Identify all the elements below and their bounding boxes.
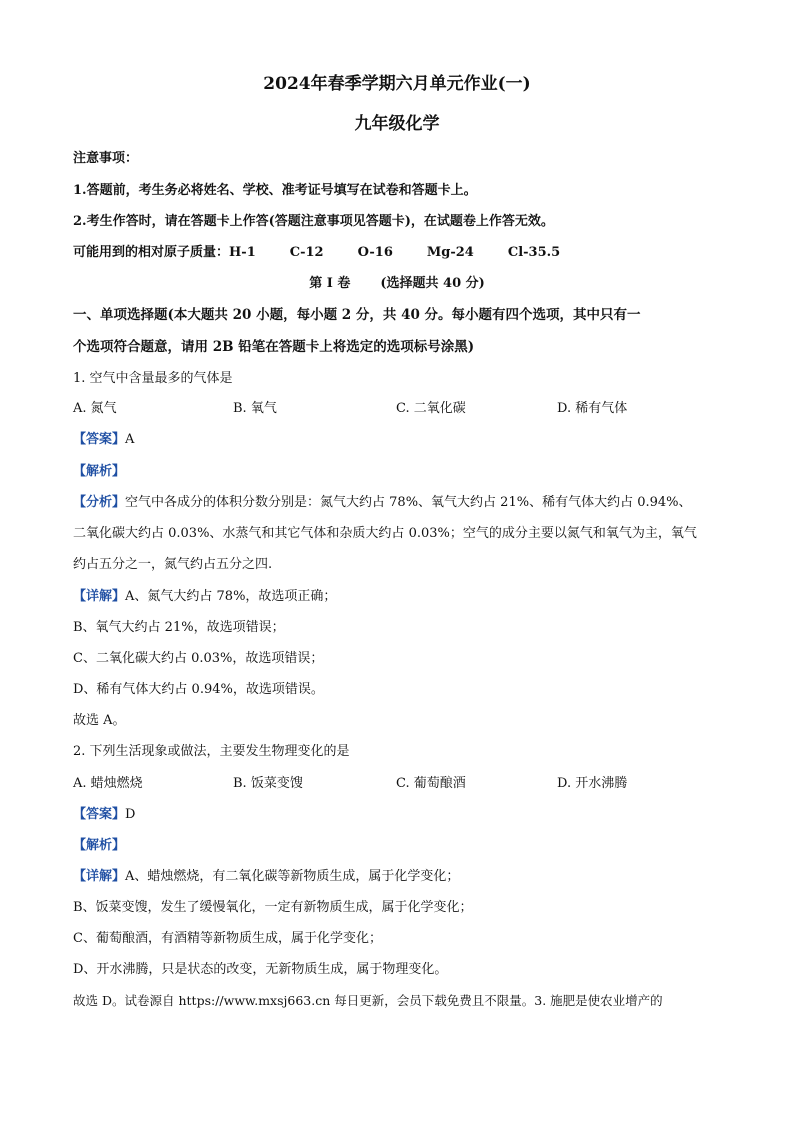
detail-text: A、蜡烛燃烧，有二氧化碳等新物质生成，属于化学变化；: [125, 869, 460, 884]
detail-text: C、二氧化碳大约占 0.03%，故选项错误；: [73, 651, 324, 666]
atomic-mass-item: Cl-35.5: [507, 245, 561, 260]
atomic-mass-item: H-1: [229, 245, 256, 260]
document-title: 2024年春季学期六月单元作业(一): [263, 74, 531, 94]
answer-value: D: [125, 807, 136, 822]
fenxi-tag: 【分析】: [73, 495, 126, 510]
atomic-mass-item: Mg-24: [426, 245, 474, 260]
fenxi-text: 二氧化碳大约占 0.03%、水蒸气和其它气体和杂质大约占 0.03%；空气的成分主要以氮气和氧气为主，氧气: [73, 526, 697, 541]
atomic-mass-item: O-16: [357, 245, 393, 260]
detail-text: D、开水沸腾，只是状态的改变，无新物质生成，属于物理变化。: [73, 962, 448, 977]
analysis-line: [73, 837, 733, 855]
detail-text: B、氧气大约占 21%，故选项错误；: [73, 620, 285, 635]
detail-text: B、饭菜变馊，发生了缓慢氧化，一定有新物质生成，属于化学变化；: [73, 900, 473, 915]
atomic-mass-row: [73, 244, 733, 262]
fenxi-text: 约占五分之一，氮气约占五分之四.: [73, 557, 273, 572]
detail-line: [73, 588, 733, 606]
analysis-tag: 【解析】: [73, 838, 126, 853]
notice-item: 1.答题前，考生务必将姓名、学校、准考证号填写在试卷和答题卡上。: [73, 183, 477, 198]
conclusion-text: 故选 A。: [73, 713, 126, 728]
fenxi-line: [73, 494, 733, 512]
analysis-tag: 【解析】: [73, 464, 126, 479]
option-c: C. 葡萄酿酒: [396, 776, 466, 791]
option-a: A. 氮气: [73, 401, 117, 416]
notice-heading: 注意事项：: [73, 151, 139, 166]
question-stem: 1. 空气中含量最多的气体是: [73, 371, 233, 386]
conclusion-text: 故选 D。试卷源自 https://www.mxsj663.cn 每日更新，会员下载免费且不限量。3. 施肥是使农业增产的: [73, 993, 663, 1008]
detail-line: [73, 868, 733, 886]
question-stem: 2. 下列生活现象或做法，主要发生物理变化的是: [73, 744, 350, 759]
answer-line: [73, 431, 733, 449]
answer-tag: 【答案】: [73, 807, 126, 822]
section-title: 第 I 卷: [309, 276, 351, 291]
answer-tag: 【答案】: [73, 432, 126, 447]
analysis-line: [73, 463, 733, 481]
atomic-mass-label: 可能用到的相对原子质量：: [73, 245, 230, 260]
answer-value: A: [125, 432, 135, 447]
option-a: A. 蜡烛燃烧: [73, 776, 143, 791]
part-instructions-line: 一、单项选择题(本大题共 20 小题，每小题 2 分，共 40 分。每小题有四个选项，其中只有一: [73, 307, 641, 323]
fenxi-text: 空气中各成分的体积分数分别是：氮气大约占 78%、氧气大约占 21%、稀有气体大约占 0.94%、: [125, 495, 692, 510]
notice-item: 2.考生作答时，请在答题卡上作答(答题注意事项见答题卡)，在试题卷上作答无效。: [73, 214, 554, 229]
answer-line: [73, 806, 733, 824]
detail-tag: 【详解】: [73, 589, 126, 604]
atomic-mass-item: C-12: [289, 245, 324, 260]
option-b: B. 饭菜变馊: [233, 776, 303, 791]
detail-text: D、稀有气体大约占 0.94%，故选项错误。: [73, 682, 324, 697]
section-subtitle: (选择题共 40 分): [380, 276, 485, 291]
part-instructions-line: 个选项符合题意，请用 2B 铅笔在答题卡上将选定的选项标号涂黑): [73, 339, 475, 355]
option-d: D. 开水沸腾: [557, 776, 628, 791]
detail-tag: 【详解】: [73, 869, 126, 884]
option-b: B. 氧气: [233, 401, 277, 416]
detail-text: A、氮气大约占 78%，故选项正确；: [125, 589, 337, 604]
section-heading: [0, 275, 794, 293]
option-c: C. 二氧化碳: [396, 401, 466, 416]
detail-text: C、葡萄酿酒，有酒精等新物质生成，属于化学变化；: [73, 931, 382, 946]
option-d: D. 稀有气体: [557, 401, 628, 416]
document-subject: 九年级化学: [354, 114, 440, 134]
